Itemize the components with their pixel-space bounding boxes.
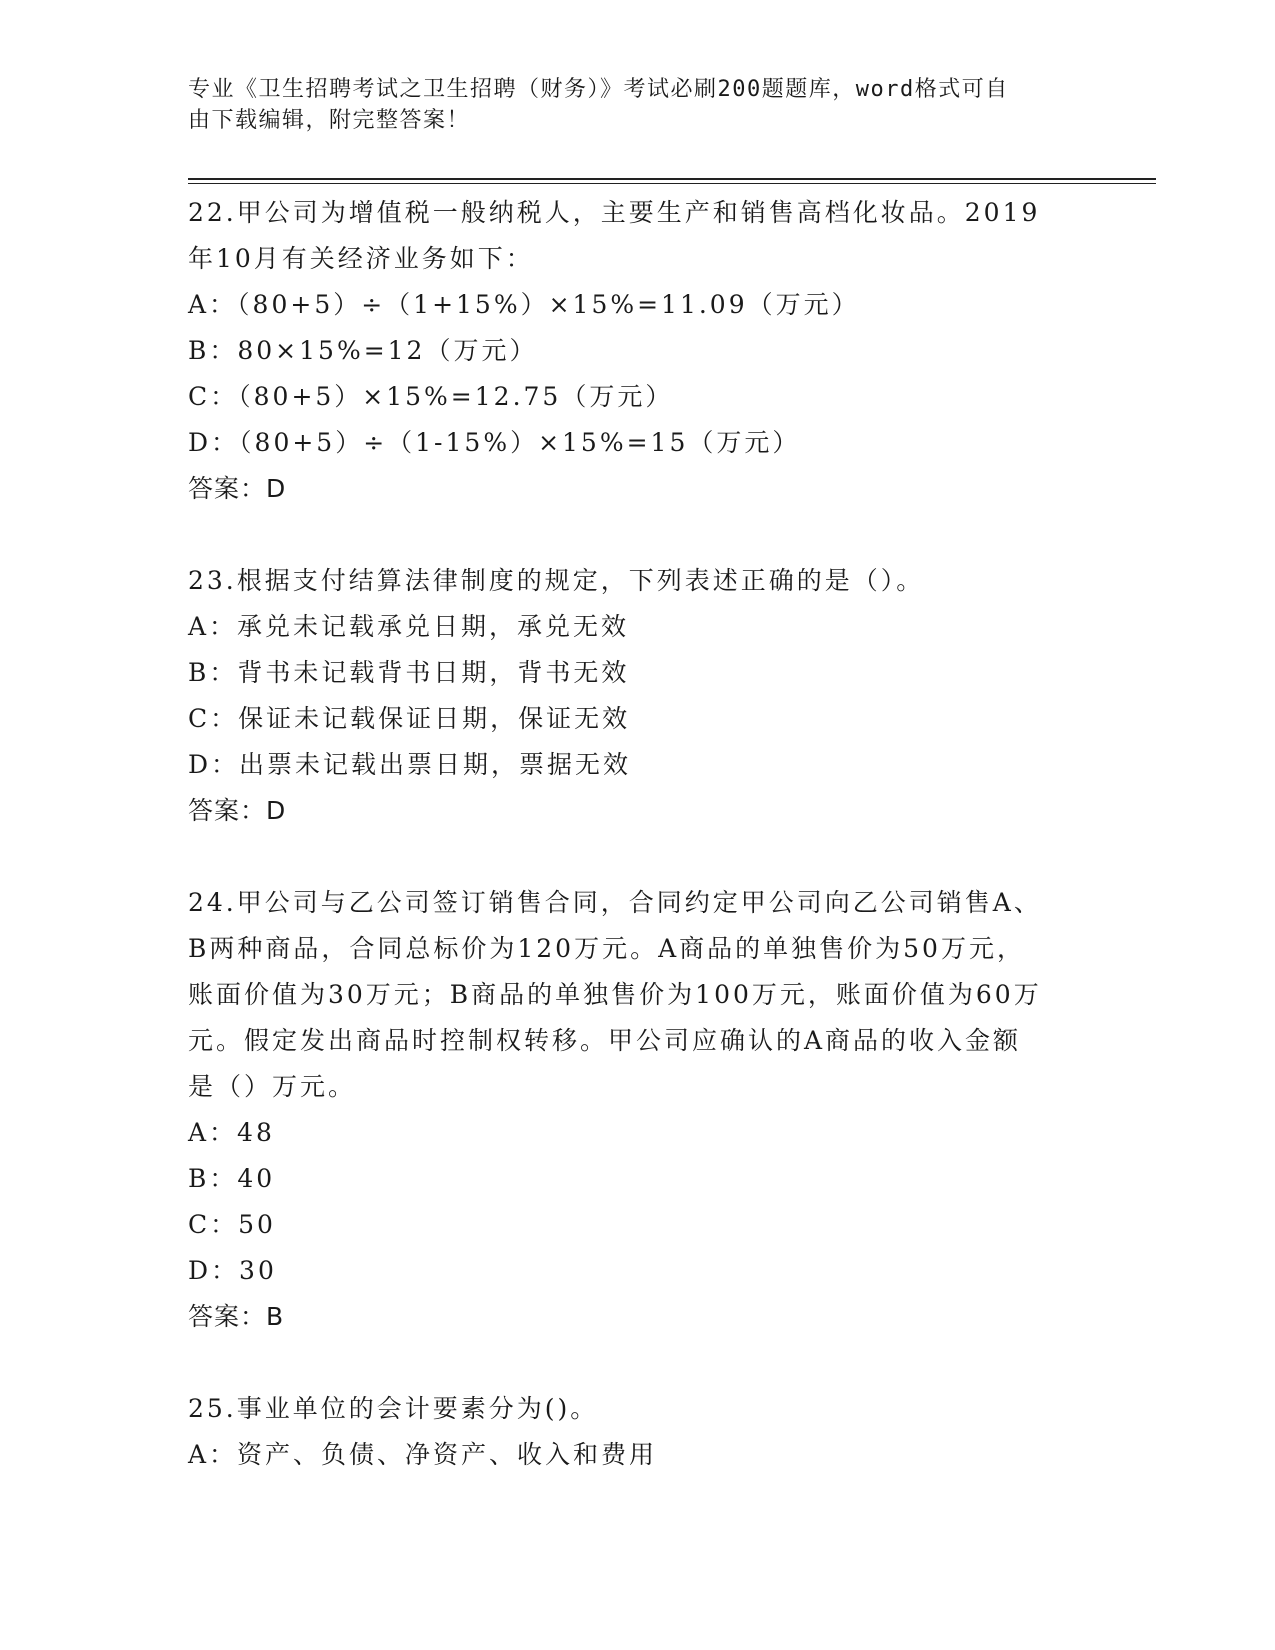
- question-stem: [188, 190, 1088, 282]
- stem-line: 24.甲公司与乙公司签订销售合同，合同约定甲公司向乙公司销售A、: [188, 888, 1042, 917]
- option-c: C：（80+5）×15%=12.75（万元）: [188, 382, 674, 411]
- header-line-2: 由下载编辑，附完整答案！: [188, 108, 471, 133]
- question-24: [188, 880, 1088, 1340]
- header-rule-thick: [188, 178, 1156, 180]
- stem-line: 23.根据支付结算法律制度的规定，下列表述正确的是（）。: [188, 566, 925, 595]
- question-25: [188, 1386, 1088, 1478]
- stem-line: 元。假定发出商品时控制权转移。甲公司应确认的A商品的收入金额: [188, 1026, 1022, 1055]
- answer-line: 答案：D: [188, 474, 287, 503]
- header-rule-thin: [188, 183, 1156, 184]
- document-header: [188, 74, 1088, 136]
- option-a: A：48: [188, 1118, 275, 1147]
- question-22: [188, 190, 1088, 512]
- stem-line: B两种商品，合同总标价为120万元。A商品的单独售价为50万元，: [188, 934, 1025, 963]
- option-b: B：80×15%=12（万元）: [188, 336, 538, 365]
- answer-line: 答案：B: [188, 1302, 285, 1331]
- option-a: A：资产、负债、净资产、收入和费用: [188, 1440, 658, 1469]
- option-d: D：30: [188, 1256, 277, 1285]
- stem-line: 账面价值为30万元；B商品的单独售价为100万元，账面价值为60万: [188, 980, 1042, 1009]
- option-a: A：（80+5）÷（1+15%）×15%=11.09（万元）: [188, 290, 860, 319]
- stem-line: 年10月有关经济业务如下：: [188, 244, 534, 273]
- stem-line: 25.事业单位的会计要素分为()。: [188, 1394, 599, 1423]
- option-b: B：40: [188, 1164, 276, 1193]
- question-stem: [188, 880, 1088, 1110]
- question-list: [188, 190, 1088, 1524]
- option-d: D：出票未记载出票日期，票据无效: [188, 750, 632, 779]
- stem-line: 22.甲公司为增值税一般纳税人，主要生产和销售高档化妆品。2019: [188, 198, 1041, 227]
- question-23: [188, 558, 1088, 834]
- answer-line: 答案：D: [188, 796, 287, 825]
- header-line-1: 专业《卫生招聘考试之卫生招聘（财务）》考试必刷200题题库，word格式可自: [188, 77, 1009, 102]
- option-b: B：背书未记载背书日期，背书无效: [188, 658, 630, 687]
- option-a: A：承兑未记载承兑日期，承兑无效: [188, 612, 630, 641]
- stem-line: 是（）万元。: [188, 1072, 357, 1101]
- question-stem: [188, 558, 1088, 604]
- question-stem: [188, 1386, 1088, 1432]
- option-c: C：50: [188, 1210, 276, 1239]
- option-c: C：保证未记载保证日期，保证无效: [188, 704, 631, 733]
- option-d: D：（80+5）÷（1-15%）×15%=15（万元）: [188, 428, 801, 457]
